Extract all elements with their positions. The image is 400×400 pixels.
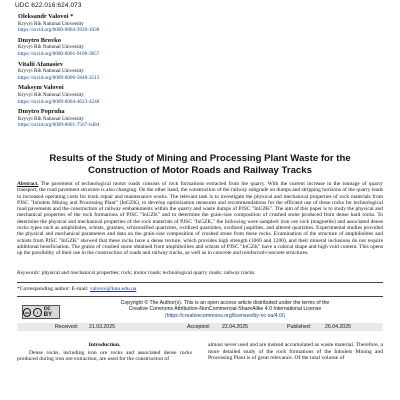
article-dates-bar	[17, 323, 383, 331]
cc-license-badge[interactable]	[22, 305, 60, 319]
published-date: 26.04.2025	[325, 324, 351, 330]
license-name: Creative Commons Attribution-NonCommercial-ShareAlike 4.0 International License	[128, 306, 322, 313]
author-orcid-link[interactable]: https://orcid.org/0000-0004-2939-1038	[18, 27, 100, 34]
author-affiliation: Kryvyi Rih National University	[18, 91, 84, 98]
corresponding-author	[17, 286, 136, 292]
author-block	[18, 109, 218, 129]
author-affiliation: Kryvyi Rih National University	[18, 115, 84, 122]
divider	[17, 282, 383, 283]
author-orcid-link[interactable]: https://orcid.org/0009-0001-7567-6484	[18, 122, 100, 129]
section-heading: Introduction.	[88, 342, 121, 348]
corresponding-label: *Corresponding author: E-mail:	[17, 286, 89, 292]
author-orcid-link[interactable]: https://orcid.org/0009-0004-4623-4248	[18, 98, 100, 105]
divider	[17, 296, 383, 297]
author-block	[18, 62, 218, 82]
abstract-text: The pavement of technological motor roads consists of rock formations extracted from the quarry. With the current increase in the tonnage of quarry transport, the road pavement structure is also changing. On the other hand, the construction of the railway subgrade on dumps and stripping horizons of the quarry leads to increased operating costs for track repair and maintenance works. The relevant task is to investigate the physical and mechanical properties of rock materials from PJSC "Inhulets Mining and Processing Plant" (InGZK), to develop optimization measures and recommendations for the efficient use of these rocks for technological road pavements and the construction of railway embankments within the quarry and waste dumps of PJSC "InGZK". The aim of this paper is to study the physical and mechanical properties of the rock formations of PJSC "InGZK" and to determine the grain-size composition of crushed stone produced from dense hard rocks. To determine the physical and mechanical properties of the rock materials of PJSC "InGZK," the following were sampled: iron ore rock (magnetite) and associated dense rocks types such as amphiboles, schists, granites, schistosified quartzites, oxidized quartzites, oxidized jaspilites, and altered quartzites. Experimental studies provided the physical and mechanical parameters and data on the grain-size composition of crushed stone from these rocks. Examination of the structure of amphibolites and schists from PJSC "InGZK" showed that these rocks have a dense texture, which provides high strength (1000 and 1200), and their mineral inclusions do not require additional beneficiation. The grains of crushed stone obtained from amphibolites and schists of PJSC "InGZK" have a cubical shape and high void content. This opens up the possibility of their use in the construction of roads and railway tracks, as well as in concrete and reinforced-concrete structures.	[17, 181, 383, 257]
license-link[interactable]: (https://creativecommons.org/licenses/by-nc-sa/4.0/)	[164, 312, 286, 319]
copyright-line: Copyright © The Author(s). This is an open access article distributed under the terms of the	[120, 300, 330, 306]
creative-commons-icon: cc	[24, 309, 30, 315]
author-affiliation: Kryvyi Rih National University	[18, 68, 84, 75]
received-date: 21.03.2025	[89, 324, 115, 330]
corresponding-email-link[interactable]: valovoi@knu.edu.ua	[89, 286, 137, 292]
abstract	[17, 181, 383, 257]
author-orcid-link[interactable]: https://orcid.org/0009-0000-5840-3513	[18, 74, 100, 81]
copyright-notice	[90, 300, 360, 319]
accepted-date: 22.04.2025	[222, 324, 248, 330]
abstract-label: Abstract.	[17, 181, 39, 187]
author-block	[18, 38, 218, 58]
keywords-label: Keywords:	[17, 270, 41, 276]
body-column-right	[208, 342, 383, 362]
author-name: Dmytro Popruha	[18, 108, 65, 116]
accepted-label: Accepted:	[187, 324, 211, 330]
body-paragraph: almost never used and are instead accumulated as waste material. Therefore, a more detailed study of the rock formations of the Inhulets Mining and Processing Plant is of great relevance. Of the total volume of	[208, 342, 383, 362]
attribution-icon: i	[33, 308, 41, 317]
body-paragraph: Dense rocks, including iron ore rocks and associated dense rocks produced during iron ore extraction, are used for the construction of	[17, 349, 192, 363]
published-label: Published:	[287, 324, 312, 330]
received-label: Received:	[55, 324, 79, 330]
author-affiliation: Kryvyi Rih National University	[18, 20, 84, 27]
keywords-text: physical and mechanical properties; rock; motor roads; technological quarry roads; railway tracks.	[40, 270, 256, 276]
author-name: Oleksandr Valovoi *	[18, 13, 74, 20]
author-list	[18, 14, 218, 133]
paper-title: Results of the Study of Mining and Processing Plant Waste for the Construction of Motor Roads and Railway Tracks	[49, 153, 351, 176]
udc-code: UDC 622.016:624.073	[15, 2, 82, 9]
author-block	[18, 14, 218, 34]
author-affiliation: Kryvyi Rih National University	[18, 44, 84, 51]
cc-badge-text: cc BY	[43, 306, 53, 318]
author-orcid-link[interactable]: https://orcid.org/0000-0001-9106-3857	[18, 50, 100, 57]
author-block	[18, 85, 218, 105]
keywords	[17, 270, 383, 276]
author-name: Maksym Valovoi	[18, 84, 64, 92]
author-name: Dmytro Brovko	[18, 36, 61, 44]
author-name: Vitalii Afanasiev	[18, 60, 64, 68]
body-column-left	[17, 342, 192, 363]
